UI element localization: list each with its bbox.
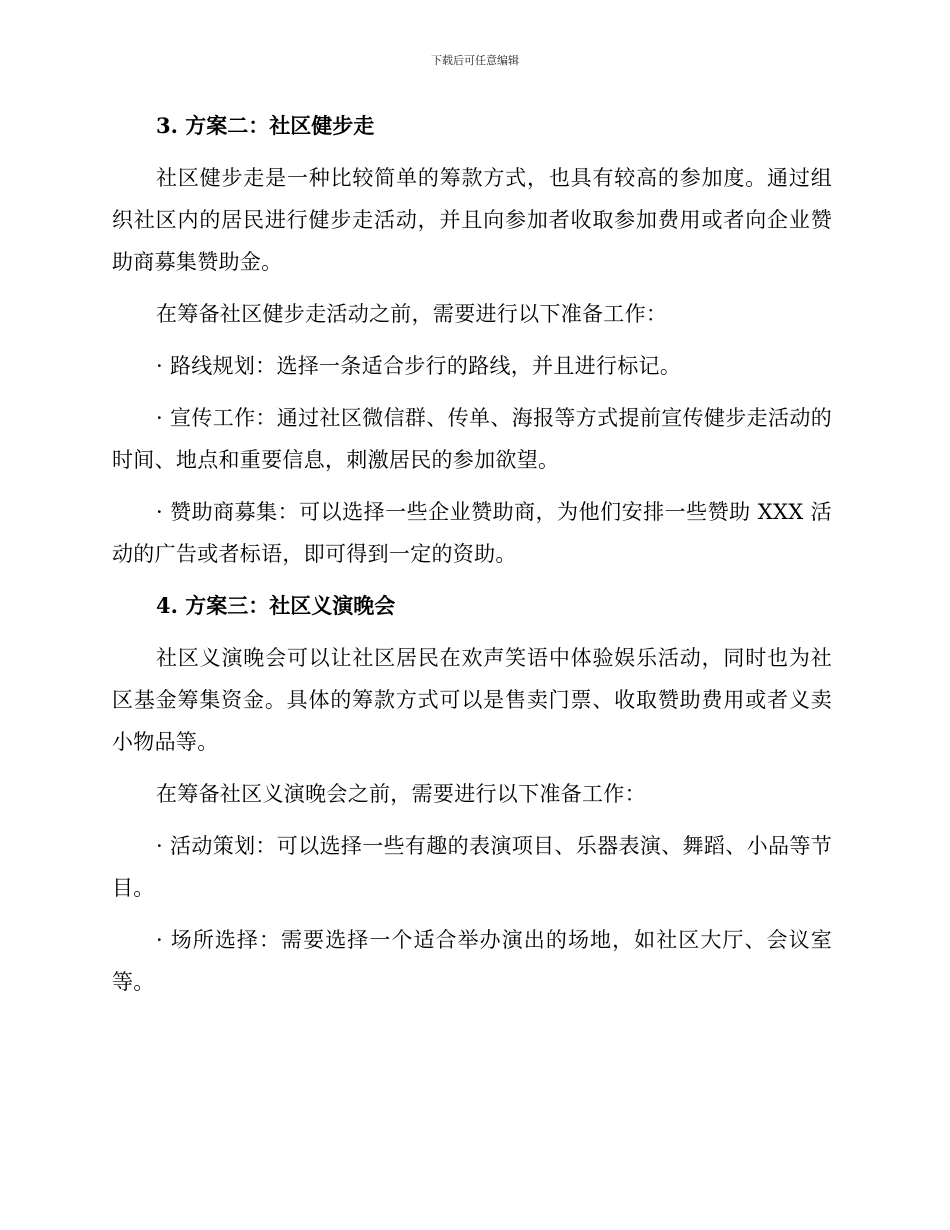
paragraph-gala-prep: 在筹备社区义演晚会之前，需要进行以下准备工作： xyxy=(156,782,646,806)
list-item-event-planning: · 活动策划：可以选择一些有趣的表演项目、乐器表演、舞蹈、小品等节目。 xyxy=(112,834,832,900)
list-item-sponsor-recruitment: · 赞助商募集：可以选择一些企业赞助商，为他们安排一些赞助 XXX 活动的广告或者标语，即可得到一定的资助。 xyxy=(112,500,832,566)
page-header: 下载后可任意编辑 xyxy=(431,54,519,67)
section-heading-plan-three: 4. 方案三：社区义演晚会 xyxy=(156,593,396,618)
list-item-venue-selection: · 场所选择：需要选择一个适合举办演出的场地，如社区大厅、会议室等。 xyxy=(112,928,832,994)
list-item-route-planning: · 路线规划：选择一条适合步行的路线，并且进行标记。 xyxy=(156,354,682,378)
section-heading-plan-two: 3. 方案二：社区健步走 xyxy=(156,113,375,138)
paragraph-gala-intro: 社区义演晚会可以让社区居民在欢声笑语中体验娱乐活动，同时也为社区基金筹集资金。具体的筹款方式可以是售卖门票、收取赞助费用或者义卖小物品等。 xyxy=(112,646,832,754)
paragraph-walk-prep: 在筹备社区健步走活动之前，需要进行以下准备工作： xyxy=(156,302,668,326)
list-item-publicity: · 宣传工作：通过社区微信群、传单、海报等方式提前宣传健步走活动的时间、地点和重要信息，刺激居民的参加欲望。 xyxy=(112,406,832,472)
paragraph-walk-intro: 社区健步走是一种比较简单的筹款方式，也具有较高的参加度。通过组织社区内的居民进行健步走活动，并且向参加者收取参加费用或者向企业赞助商募集赞助金。 xyxy=(112,166,832,274)
document-body xyxy=(112,105,832,1013)
